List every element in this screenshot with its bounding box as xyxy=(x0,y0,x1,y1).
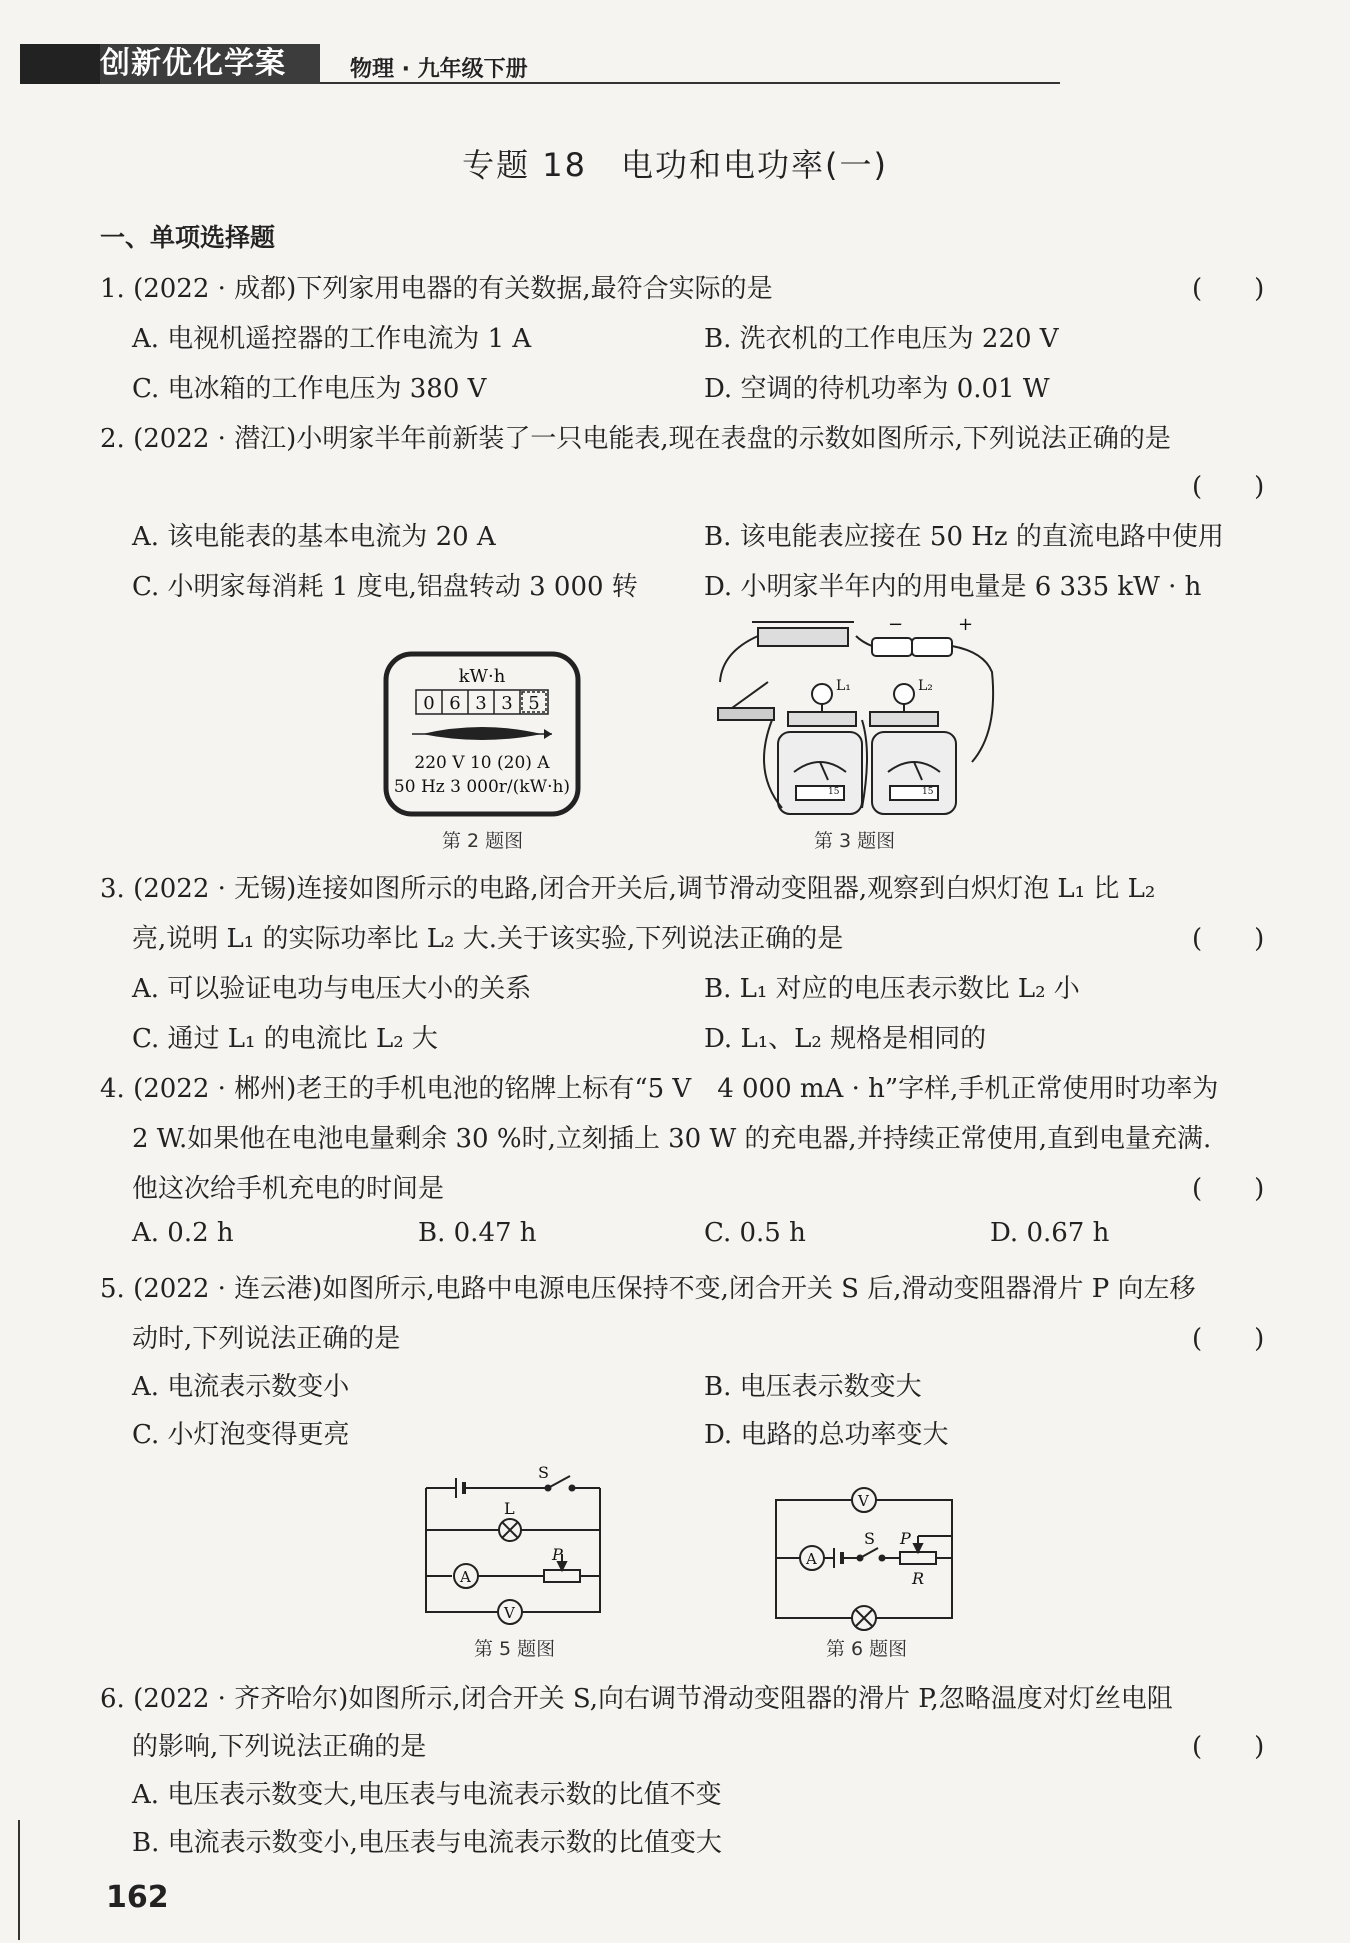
voltmeter-2-scale: 15 xyxy=(922,787,934,797)
q6-option-b: B. 电流表示数变小,电压表与电流表示数的比值变大 xyxy=(132,1828,722,1858)
fig6-resistor-label: R xyxy=(912,1569,925,1588)
fig6-slider-label: P xyxy=(900,1529,911,1548)
figure-3-caption: 第 3 题图 xyxy=(814,830,896,852)
q3-option-b: B. L₁ 对应的电压表示数比 L₂ 小 xyxy=(704,974,1080,1004)
page-title: 专题 18 电功和电功率(一) xyxy=(462,146,888,184)
q5-answer-blank: ( ) xyxy=(1192,1324,1265,1354)
meter-unit: kW·h xyxy=(458,666,506,687)
voltmeter-1-scale: 15 xyxy=(828,787,840,797)
q3-option-d: D. L₁、L₂ 规格是相同的 xyxy=(704,1024,987,1054)
q6-stem-line-2: 的影响,下列说法正确的是 xyxy=(132,1732,427,1762)
bulb-l2-label: L₂ xyxy=(918,678,933,694)
q3-stem-line-1: 3. (2022 · 无锡)连接如图所示的电路,闭合开关后,调节滑动变阻器,观察到白炽灯泡 L₁ 比 L₂ xyxy=(100,874,1156,904)
figure-5-caption: 第 5 题图 xyxy=(474,1638,556,1660)
q2-option-c: C. 小明家每消耗 1 度电,铝盘转动 3 000 转 xyxy=(132,572,638,602)
figure-6-caption: 第 6 题图 xyxy=(826,1638,908,1660)
q1-option-b: B. 洗衣机的工作电压为 220 V xyxy=(704,324,1059,354)
bulb-l1-label: L₁ xyxy=(836,678,851,694)
q4-stem-line-2: 2 W.如果他在电池电量剩余 30 %时,立刻插上 30 W 的充电器,并持续正常使用,直到电量充满. xyxy=(132,1124,1212,1154)
fig6-switch-label: S xyxy=(864,1529,875,1548)
q4-option-a: A. 0.2 h xyxy=(132,1218,234,1248)
figure-5-circuit-diagram xyxy=(420,1458,610,1628)
q6-stem-line-1: 6. (2022 · 齐齐哈尔)如图所示,闭合开关 S,向右调节滑动变阻器的滑片 P,忽略温度对灯丝电阻 xyxy=(100,1684,1173,1714)
q4-stem-line-1: 4. (2022 · 郴州)老王的手机电池的铭牌上标有“5 V 4 000 mA · h”字样,手机正常使用时功率为 xyxy=(100,1074,1219,1104)
figure-3-circuit-photo xyxy=(712,612,1012,820)
q5-option-c: C. 小灯泡变得更亮 xyxy=(132,1420,350,1450)
battery-minus-label: − xyxy=(888,614,904,635)
fig6-voltmeter-label: V xyxy=(858,1492,869,1510)
q2-answer-blank: ( ) xyxy=(1192,472,1265,502)
q4-answer-blank: ( ) xyxy=(1192,1174,1265,1204)
header-rule xyxy=(320,82,1060,84)
q5-stem-line-1: 5. (2022 · 连云港)如图所示,电路中电源电压保持不变,闭合开关 S 后,滑动变阻器滑片 P 向左移 xyxy=(100,1274,1196,1304)
q4-option-c: C. 0.5 h xyxy=(704,1218,806,1248)
fig5-switch-label: S xyxy=(538,1463,549,1482)
q2-option-a: A. 该电能表的基本电流为 20 A xyxy=(132,522,496,552)
q6-answer-blank: ( ) xyxy=(1192,1732,1265,1762)
meter-digit-3: 3 xyxy=(475,693,487,714)
q5-stem-line-2: 动时,下列说法正确的是 xyxy=(132,1324,401,1354)
meter-digit-1: 0 xyxy=(423,693,435,714)
q1-answer-blank: ( ) xyxy=(1192,274,1265,304)
figure-6-circuit-diagram xyxy=(770,1484,960,1634)
meter-digit-4: 3 xyxy=(501,693,513,714)
fig5-voltmeter-label: V xyxy=(504,1604,515,1622)
q4-option-b: B. 0.47 h xyxy=(418,1218,537,1248)
meter-digit-2: 6 xyxy=(449,693,461,714)
q3-option-a: A. 可以验证电功与电压大小的关系 xyxy=(132,974,532,1004)
meter-rating-line: 220 V 10 (20) A xyxy=(414,753,550,773)
q3-option-c: C. 通过 L₁ 的电流比 L₂ 大 xyxy=(132,1024,438,1054)
subject-label: 物理 · 九年级下册 xyxy=(350,57,528,82)
q5-option-d: D. 电路的总功率变大 xyxy=(704,1420,949,1450)
section-heading: 一、单项选择题 xyxy=(100,223,276,252)
q2-option-b: B. 该电能表应接在 50 Hz 的直流电路中使用 xyxy=(704,522,1224,552)
q1-stem: 1. (2022 · 成都)下列家用电器的有关数据,最符合实际的是 xyxy=(100,274,773,304)
q3-stem-line-2: 亮,说明 L₁ 的实际功率比 L₂ 大.关于该实验,下列说法正确的是 xyxy=(132,924,844,954)
q4-stem-line-3: 他这次给手机充电的时间是 xyxy=(132,1174,445,1204)
q2-stem: 2. (2022 · 潜江)小明家半年前新装了一只电能表,现在表盘的示数如图所示,下列说法正确的是 xyxy=(100,424,1171,454)
fig5-ammeter-label: A xyxy=(460,1568,471,1586)
q5-option-b: B. 电压表示数变大 xyxy=(704,1372,922,1402)
fig6-ammeter-label: A xyxy=(806,1550,817,1568)
battery-plus-label: + xyxy=(958,614,974,635)
figure-2-caption: 第 2 题图 xyxy=(442,830,524,852)
q1-option-c: C. 电冰箱的工作电压为 380 V xyxy=(132,374,487,404)
q4-option-d: D. 0.67 h xyxy=(990,1218,1110,1248)
meter-frequency-line: 50 Hz 3 000r/(kW·h) xyxy=(393,777,571,797)
q5-option-a: A. 电流表示数变小 xyxy=(132,1372,350,1402)
series-brand: 创新优化学案 xyxy=(20,44,320,84)
q6-option-a: A. 电压表示数变大,电压表与电流表示数的比值不变 xyxy=(132,1780,722,1810)
fig5-slider-label: P xyxy=(552,1545,563,1564)
figure-2-energy-meter xyxy=(382,650,582,820)
q3-answer-blank: ( ) xyxy=(1192,924,1265,954)
q1-option-d: D. 空调的待机功率为 0.01 W xyxy=(704,374,1050,404)
q2-option-d: D. 小明家半年内的用电量是 6 335 kW · h xyxy=(704,572,1202,602)
page-number: 162 xyxy=(106,1880,169,1915)
meter-digit-5: 5 xyxy=(528,693,540,714)
page-margin-rule xyxy=(18,1820,20,1940)
fig5-lamp-label: L xyxy=(504,1499,515,1518)
q1-option-a: A. 电视机遥控器的工作电流为 1 A xyxy=(132,324,532,354)
